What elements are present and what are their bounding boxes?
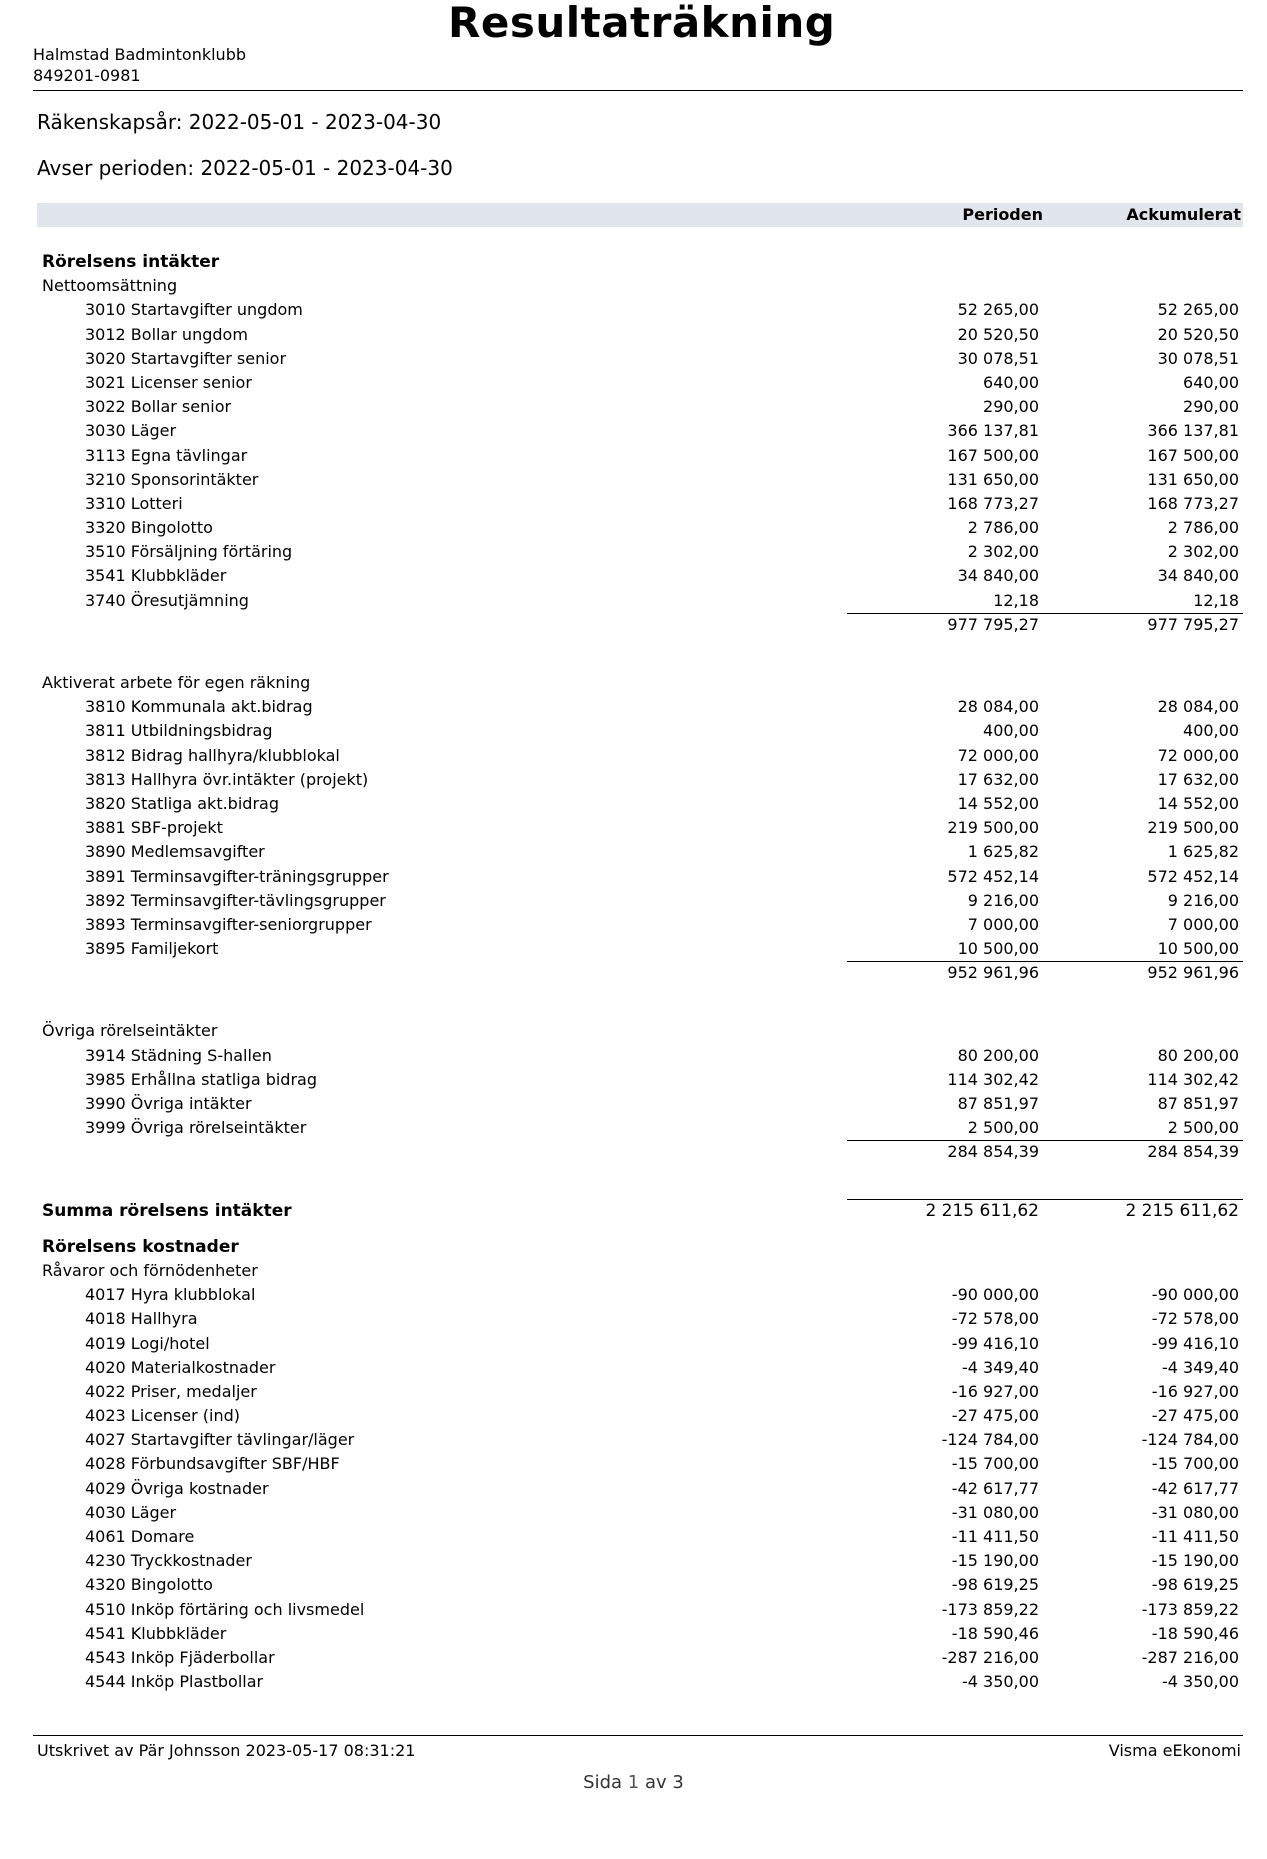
account-row-label: 3012 Bollar ungdom [85, 324, 248, 344]
account-row-accumulated: -18 590,46 [1151, 1623, 1239, 1643]
account-row-accumulated: 72 000,00 [1157, 745, 1239, 765]
account-row-label: 3914 Städning S-hallen [85, 1045, 272, 1065]
page-mid: av [644, 1772, 667, 1793]
account-row-label: 3030 Läger [85, 421, 177, 441]
group-subtotal [37, 961, 1243, 985]
fiscal-year: Räkenskapsår: 2022-05-01 - 2023-04-30 [37, 110, 442, 134]
account-row-accumulated: 7 000,00 [1167, 914, 1239, 934]
account-row-label: 3010 Startavgifter ungdom [85, 300, 303, 320]
account-row-label: 3811 Utbildningsbidrag [85, 721, 273, 741]
account-row-period: -99 416,10 [951, 1333, 1039, 1353]
account-row-accumulated: 1 625,82 [1167, 842, 1239, 862]
account-row-period: 30 078,51 [957, 348, 1039, 368]
account-row [37, 937, 1243, 961]
account-row [37, 564, 1243, 588]
spacer [37, 1223, 1243, 1235]
account-row [37, 516, 1243, 540]
account-row-accumulated: 219 500,00 [1147, 818, 1239, 838]
group-subtotal-period: 977 795,27 [947, 614, 1039, 634]
account-row-accumulated: -15 700,00 [1151, 1454, 1239, 1474]
account-row-label: 3320 Bingolotto [85, 518, 213, 538]
account-row-label: 3113 Egna tävlingar [85, 445, 248, 465]
account-row-period: 219 500,00 [947, 818, 1039, 838]
account-row-label: 4019 Logi/hotel [85, 1333, 210, 1353]
account-row [37, 744, 1243, 768]
group-title-label: Råvaror och förnödenheter [42, 1260, 258, 1280]
account-row-label: 3820 Statliga akt.bidrag [85, 793, 279, 813]
account-row-label: 4027 Startavgifter tävlingar/läger [85, 1430, 355, 1450]
account-row-label: 3020 Startavgifter senior [85, 348, 287, 368]
account-row-accumulated: -90 000,00 [1151, 1285, 1239, 1305]
account-row [37, 1283, 1243, 1307]
account-row-period: 572 452,14 [947, 866, 1039, 886]
account-row-period: -98 619,25 [951, 1575, 1039, 1595]
report-period: Avser perioden: 2022-05-01 - 2023-04-30 [37, 156, 453, 180]
account-row-label: 3021 Licenser senior [85, 372, 252, 392]
account-row-period: 12,18 [993, 590, 1039, 610]
account-row-period: 290,00 [983, 397, 1039, 417]
account-row-accumulated: 12,18 [1193, 590, 1239, 610]
account-row-accumulated: 14 552,00 [1157, 793, 1239, 813]
page-prefix: Sida [583, 1772, 623, 1793]
account-row-label: 4230 Tryckkostnader [85, 1551, 252, 1571]
account-row-label: 3740 Öresutjämning [85, 590, 249, 610]
account-row-period: 2 302,00 [967, 542, 1039, 562]
account-row-label: 4018 Hallhyra [85, 1309, 198, 1329]
account-row-period: -18 590,46 [951, 1623, 1039, 1643]
account-row-label: 3812 Bidrag hallhyra/klubblokal [85, 745, 340, 765]
account-row-accumulated: 131 650,00 [1147, 469, 1239, 489]
account-row-accumulated: 2 786,00 [1167, 518, 1239, 538]
account-row-label: 3541 Klubbkläder [85, 566, 227, 586]
account-row-label: 4022 Priser, medaljer [85, 1381, 257, 1401]
account-row [37, 1646, 1243, 1670]
account-row-label: 4028 Förbundsavgifter SBF/HBF [85, 1454, 340, 1474]
account-row-accumulated: 87 851,97 [1157, 1094, 1239, 1113]
account-row-accumulated: 30 078,51 [1157, 348, 1239, 368]
account-row-accumulated: -31 080,00 [1151, 1502, 1239, 1522]
account-row [37, 889, 1243, 913]
account-row-period: -27 475,00 [951, 1406, 1039, 1426]
account-row-period: 72 000,00 [957, 745, 1039, 765]
group-subtotal [37, 613, 1243, 637]
organization-info [33, 44, 246, 86]
account-row-label: 3810 Kommunala akt.bidrag [85, 697, 313, 717]
income-total-label: Summa rörelsens intäkter [42, 1200, 292, 1221]
section-title-label: Rörelsens intäkter [42, 252, 220, 272]
account-row-period: -173 859,22 [941, 1599, 1039, 1619]
account-row-label: 3892 Terminsavgifter-tävlingsgrupper [85, 890, 386, 910]
account-row-accumulated: 572 452,14 [1147, 866, 1239, 886]
account-row [37, 1332, 1243, 1356]
account-row-accumulated: 2 500,00 [1167, 1118, 1239, 1138]
account-row-accumulated: -287 216,00 [1141, 1647, 1239, 1667]
account-row-period: 114 302,42 [947, 1069, 1039, 1089]
account-row-accumulated: 20 520,50 [1157, 324, 1239, 344]
account-row-period: -90 000,00 [951, 1285, 1039, 1305]
column-header-period: Perioden [962, 205, 1043, 224]
account-row [37, 792, 1243, 816]
group-title [37, 1019, 1243, 1043]
account-row-period: 400,00 [983, 721, 1039, 741]
account-row-accumulated: 168 773,27 [1147, 493, 1239, 513]
account-row [37, 1573, 1243, 1597]
group-title [37, 1259, 1243, 1283]
account-row [37, 1452, 1243, 1476]
page-current: 1 [627, 1772, 640, 1793]
account-row-label: 4510 Inköp förtäring och livsmedel [85, 1599, 365, 1619]
account-row-period: -31 080,00 [951, 1502, 1039, 1522]
organization-number: 849201-0981 [33, 66, 141, 85]
account-row-accumulated: 17 632,00 [1157, 769, 1239, 789]
account-row-period: 366 137,81 [947, 421, 1039, 441]
account-row-label: 4030 Läger [85, 1502, 177, 1522]
account-row [37, 444, 1243, 468]
account-row-label: 3813 Hallhyra övr.intäkter (projekt) [85, 769, 369, 789]
spacer [37, 1165, 1243, 1199]
account-row-label: 4017 Hyra klubblokal [85, 1285, 256, 1305]
account-row [37, 719, 1243, 743]
income-total [37, 1199, 1243, 1223]
account-row-label: 3881 SBF-projekt [85, 818, 223, 838]
account-row [37, 1356, 1243, 1380]
account-row [37, 913, 1243, 937]
account-row-period: -72 578,00 [951, 1309, 1039, 1329]
group-title [37, 671, 1243, 695]
account-row-period: 131 650,00 [947, 469, 1039, 489]
account-row [37, 1116, 1243, 1140]
page-number [0, 1772, 1267, 1793]
group-subtotal-accumulated: 284 854,39 [1147, 1142, 1239, 1162]
account-row-label: 3999 Övriga rörelseintäkter [85, 1118, 307, 1138]
account-row-accumulated: 400,00 [1183, 721, 1239, 741]
group-title-label: Nettoomsättning [42, 276, 178, 296]
account-row-period: 640,00 [983, 372, 1039, 392]
account-row-accumulated: 9 216,00 [1167, 890, 1239, 910]
account-row-accumulated: 34 840,00 [1157, 566, 1239, 586]
footer-divider [33, 1735, 1243, 1736]
printed-by: Utskrivet av Pär Johnsson 2023-05-17 08:31:21 [37, 1741, 416, 1760]
column-header-bar [37, 203, 1243, 227]
account-row [37, 1380, 1243, 1404]
account-row-period: 87 851,97 [957, 1094, 1039, 1113]
account-row [37, 419, 1243, 443]
account-row-accumulated: -173 859,22 [1141, 1599, 1239, 1619]
account-row-period: 14 552,00 [957, 793, 1039, 813]
account-row [37, 323, 1243, 347]
account-row-label: 3891 Terminsavgifter-träningsgrupper [85, 866, 389, 886]
account-row-label: 3510 Försäljning förtäring [85, 542, 293, 562]
account-row-label: 4020 Materialkostnader [85, 1357, 276, 1377]
account-row [37, 589, 1243, 613]
account-row-accumulated: -15 190,00 [1151, 1551, 1239, 1571]
account-row [37, 371, 1243, 395]
spacer [37, 985, 1243, 1019]
account-row-accumulated: 10 500,00 [1157, 939, 1239, 959]
group-title-label: Övriga rörelseintäkter [42, 1021, 218, 1041]
group-title-label: Aktiverat arbete för egen räkning [42, 673, 311, 692]
account-row [37, 1068, 1243, 1092]
account-row-period: 1 625,82 [967, 842, 1039, 862]
account-row-period: 28 084,00 [957, 697, 1039, 717]
account-row-label: 4543 Inköp Fjäderbollar [85, 1647, 275, 1667]
section-title [37, 1235, 1243, 1259]
account-row-period: 80 200,00 [957, 1045, 1039, 1065]
account-row-period: 34 840,00 [957, 566, 1039, 586]
account-row [37, 768, 1243, 792]
account-row-accumulated: 167 500,00 [1147, 445, 1239, 465]
account-row-accumulated: -98 619,25 [1151, 1575, 1239, 1595]
account-row-label: 4029 Övriga kostnader [85, 1478, 269, 1498]
account-row-label: 4541 Klubbkläder [85, 1623, 227, 1643]
account-row-label: 3893 Terminsavgifter-seniorgrupper [85, 914, 372, 934]
account-row-period: 2 500,00 [967, 1118, 1039, 1138]
group-title [37, 274, 1243, 298]
account-row-accumulated: -72 578,00 [1151, 1309, 1239, 1329]
account-row-period: -11 411,50 [951, 1527, 1039, 1546]
page-total: 3 [672, 1772, 684, 1793]
account-row-period: 10 500,00 [957, 939, 1039, 959]
account-row-period: -16 927,00 [951, 1381, 1039, 1401]
account-row-accumulated: 28 084,00 [1157, 697, 1239, 717]
account-row [37, 347, 1243, 371]
column-header-accumulated: Ackumulerat [1126, 205, 1241, 224]
account-row-period: -4 349,40 [961, 1357, 1039, 1377]
account-row [37, 1477, 1243, 1501]
account-row-accumulated: 80 200,00 [1157, 1045, 1239, 1065]
account-row [37, 492, 1243, 516]
account-row-accumulated: 366 137,81 [1147, 421, 1239, 441]
account-row-label: 3310 Lotteri [85, 493, 183, 513]
account-row [37, 865, 1243, 889]
account-row-label: 4061 Domare [85, 1527, 195, 1546]
account-row-period: -287 216,00 [941, 1647, 1039, 1667]
account-row-period: 168 773,27 [947, 493, 1039, 513]
account-row [37, 540, 1243, 564]
account-row-accumulated: -16 927,00 [1151, 1381, 1239, 1401]
page-title: Resultaträkning [448, 0, 836, 47]
account-row-label: 3990 Övriga intäkter [85, 1094, 252, 1113]
account-row [37, 298, 1243, 322]
group-subtotal [37, 1140, 1243, 1164]
account-row-label: 4544 Inköp Plastbollar [85, 1672, 264, 1692]
account-row-accumulated: -11 411,50 [1151, 1527, 1239, 1546]
header-divider [33, 90, 1243, 91]
account-row [37, 1307, 1243, 1331]
account-row-period: -4 350,00 [961, 1672, 1039, 1692]
section-title [37, 250, 1243, 274]
group-subtotal-period: 952 961,96 [947, 963, 1039, 983]
account-row [37, 1598, 1243, 1622]
account-row [37, 1622, 1243, 1646]
income-total-period: 2 215 611,62 [925, 1200, 1039, 1221]
account-row-accumulated: -4 349,40 [1161, 1357, 1239, 1377]
account-row [37, 1549, 1243, 1573]
income-total-accumulated: 2 215 611,62 [1125, 1200, 1239, 1221]
account-row-period: 20 520,50 [957, 324, 1039, 344]
account-row [37, 816, 1243, 840]
account-row-accumulated: 114 302,42 [1147, 1069, 1239, 1089]
group-subtotal-accumulated: 952 961,96 [1147, 963, 1239, 983]
account-row [37, 1428, 1243, 1452]
account-row-accumulated: 2 302,00 [1167, 542, 1239, 562]
account-row-accumulated: -4 350,00 [1161, 1672, 1239, 1692]
account-row [37, 1670, 1243, 1694]
account-row [37, 468, 1243, 492]
software-name: Visma eEkonomi [1108, 1741, 1241, 1760]
account-row-label: 3210 Sponsorintäkter [85, 469, 259, 489]
organization-name: Halmstad Badmintonklubb [33, 45, 246, 64]
account-row [37, 1092, 1243, 1116]
account-row [37, 1525, 1243, 1549]
group-subtotal-period: 284 854,39 [947, 1142, 1039, 1162]
account-row [37, 695, 1243, 719]
account-row-label: 4023 Licenser (ind) [85, 1406, 241, 1426]
account-row-period: -124 784,00 [941, 1430, 1039, 1450]
account-row-accumulated: 640,00 [1183, 372, 1239, 392]
account-row-accumulated: 52 265,00 [1157, 300, 1239, 320]
account-row-accumulated: -99 416,10 [1151, 1333, 1239, 1353]
account-row-period: -42 617,77 [951, 1478, 1039, 1498]
income-statement [37, 250, 1243, 1694]
account-row-accumulated: 290,00 [1183, 397, 1239, 417]
spacer [37, 637, 1243, 671]
account-row-label: 4320 Bingolotto [85, 1575, 213, 1595]
account-row-period: 9 216,00 [967, 890, 1039, 910]
account-row [37, 395, 1243, 419]
account-row [37, 1404, 1243, 1428]
account-row [37, 1501, 1243, 1525]
account-row-label: 3895 Familjekort [85, 939, 219, 959]
account-row-label: 3022 Bollar senior [85, 397, 232, 417]
account-row-period: 2 786,00 [967, 518, 1039, 538]
account-row-label: 3890 Medlemsavgifter [85, 842, 265, 862]
section-title-label: Rörelsens kostnader [42, 1236, 239, 1257]
account-row-period: -15 190,00 [951, 1551, 1039, 1571]
group-subtotal-accumulated: 977 795,27 [1147, 614, 1239, 634]
account-row-label: 3985 Erhållna statliga bidrag [85, 1069, 317, 1089]
account-row-period: -15 700,00 [951, 1454, 1039, 1474]
account-row-period: 52 265,00 [957, 300, 1039, 320]
account-row-accumulated: -27 475,00 [1151, 1406, 1239, 1426]
account-row-period: 7 000,00 [967, 914, 1039, 934]
account-row [37, 840, 1243, 864]
account-row [37, 1044, 1243, 1068]
account-row-period: 167 500,00 [947, 445, 1039, 465]
account-row-accumulated: -124 784,00 [1141, 1430, 1239, 1450]
account-row-accumulated: -42 617,77 [1151, 1478, 1239, 1498]
account-row-period: 17 632,00 [957, 769, 1039, 789]
